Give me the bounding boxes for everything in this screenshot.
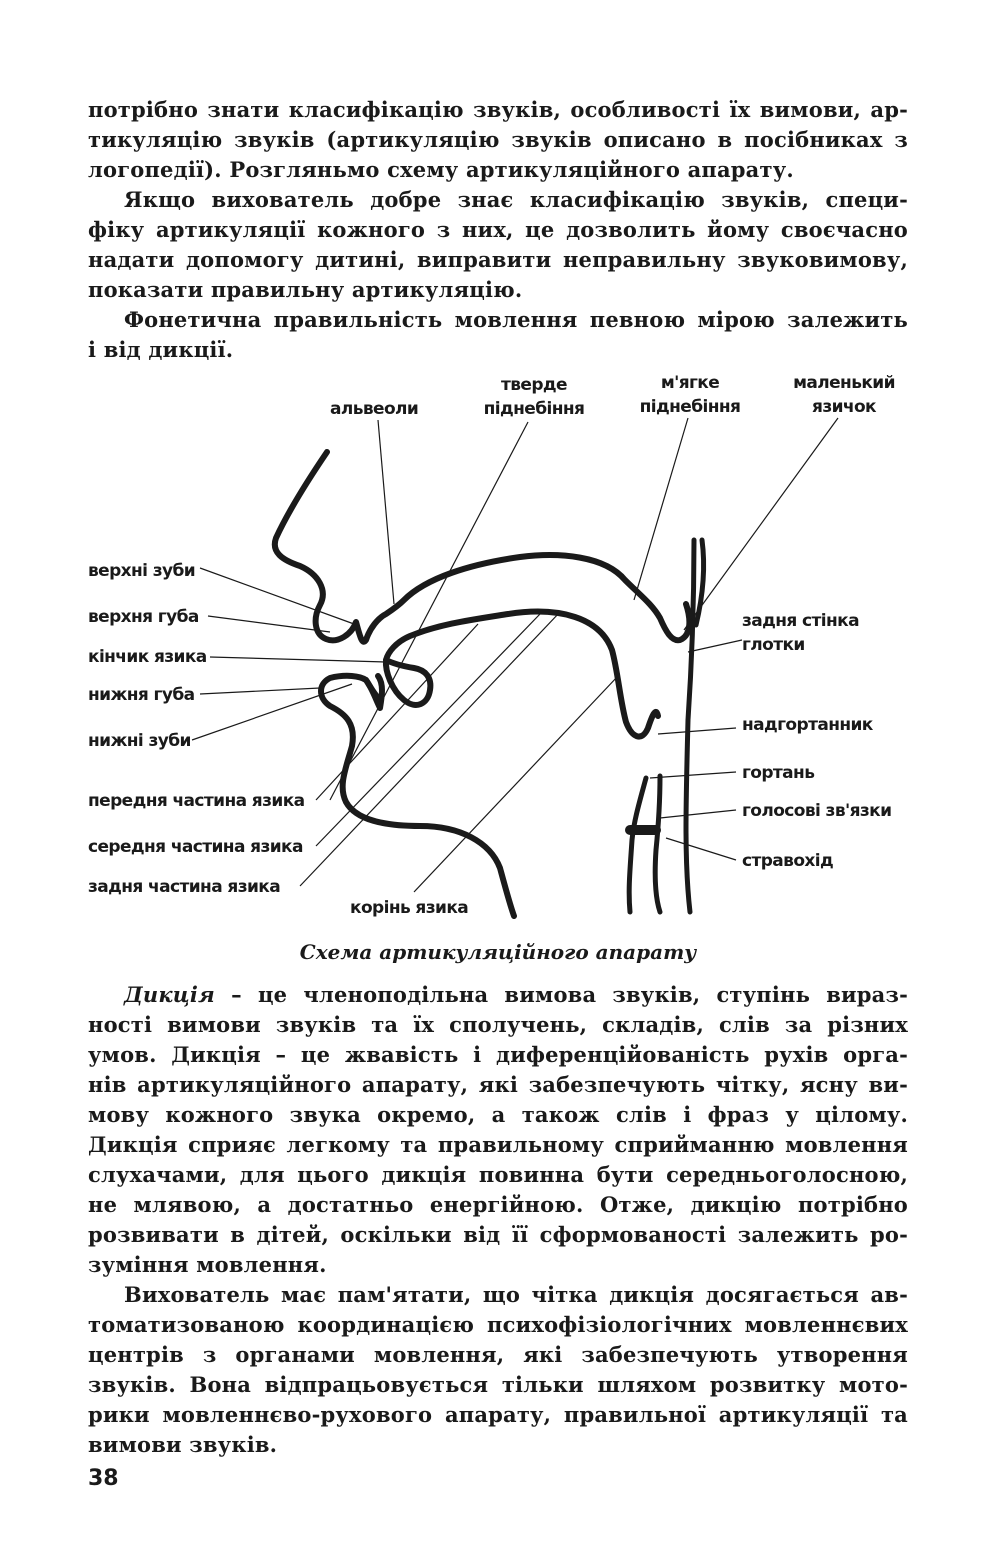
text-line: мову кожного звука окремо, а також слів і фраз у цілому. [88, 1102, 908, 1127]
text-line: Вихователь має пам'ятати, що чітка дикція досягається ав- [124, 1282, 908, 1307]
label-upper-lip: верхня губа [88, 607, 199, 627]
text-line: потрібно знати класифікацію звуків, особливості їх вимови, ар- [88, 97, 908, 122]
text-line: розвивати в дітей, оскільки від її сформованості залежить ро- [88, 1222, 908, 1247]
label-vocal-cords: голосові зв'язки [742, 801, 892, 821]
text-line: Фонетична правильність мовлення певною мірою залежить [124, 307, 908, 332]
lower-lip-chin [321, 676, 514, 916]
text-line: Якщо вихователь добре знає класифікацію звуків, специ- [124, 187, 908, 212]
text-line: логопедії). Розгляньмо схему артикуляційного апарату. [88, 157, 794, 182]
articulation-diagram [0, 360, 1000, 930]
text-line: не млявою, а достатньо енергійною. Отже, дикцію потрібно [88, 1192, 908, 1217]
text-line: надати допомогу дитині, виправити неправильну звуковимову, [88, 247, 908, 272]
label-epiglottis: надгортанник [742, 715, 873, 735]
text-line: Дикція сприяє легкому та правильному сприйманню мовлення [88, 1132, 908, 1157]
text-line [88, 980, 908, 1010]
text-line: ності вимови звуків та їх сполучень, складів, слів за різних [88, 1012, 908, 1037]
label-uvula-2: язичок [812, 397, 876, 417]
pharynx-back-wall [686, 540, 694, 912]
label-lower-lip: нижня губа [88, 685, 195, 705]
label-upper-teeth: верхні зуби [88, 561, 196, 581]
page-number: 38 [88, 1466, 119, 1491]
label-lower-teeth: нижні зуби [88, 731, 191, 751]
text-line: звуків. Вона відпрацьовується тільки шляхом розвитку мото- [88, 1372, 908, 1397]
text-line: умов. Дикція – це жвавість і диференційованість рухів орга- [88, 1042, 908, 1067]
label-front-tongue: передня частина язика [88, 791, 305, 811]
diagram-caption: Схема артикуляційного апарату [299, 940, 697, 964]
label-pharynx-wall-1: задня стінка [742, 611, 859, 631]
face-outline [275, 452, 690, 642]
text-line: центрів з органами мовлення, які забезпечують утворення [88, 1342, 908, 1367]
label-soft-palate-1: м'ягке [660, 373, 720, 393]
label-pharynx-wall-2: глотки [742, 635, 805, 655]
text-fragment: – це членоподільна вимова звуків, ступінь вираз- [214, 982, 908, 1007]
larynx-front [629, 778, 646, 912]
label-larynx: гортань [742, 763, 815, 783]
text-line: і від дикції. [88, 337, 234, 362]
text-line: показати правильну артикуляцію. [88, 277, 523, 302]
label-uvula-1: маленький [793, 373, 895, 393]
term-diction: Дикція [124, 982, 215, 1007]
label-tongue-root: корінь язика [350, 898, 469, 918]
label-hard-palate-1: тверде [501, 375, 567, 395]
text-line: фіку артикуляції кожного з них, це дозволить йому своєчасно [88, 217, 908, 242]
label-soft-palate-2: піднебіння [639, 397, 741, 417]
bottom-paragraphs [88, 980, 908, 1460]
text-line: томатизованою координацією психофізіологічних мовленнєвих [88, 1312, 908, 1337]
lower-teeth [366, 676, 382, 708]
text-line: нів артикуляційного апарату, які забезпечують чітку, ясну ви- [88, 1072, 908, 1097]
label-esophagus: стравохід [742, 851, 834, 871]
text-line: вимови звуків. [88, 1432, 278, 1457]
text-line: рики мовленнєво-рухового апарату, правильної артикуляції та [88, 1402, 908, 1427]
larynx-middle [655, 776, 660, 912]
top-paragraphs [88, 95, 908, 365]
label-tongue-tip: кінчик язика [88, 647, 207, 667]
text-line: зуміння мовлення. [88, 1252, 327, 1277]
label-middle-tongue: середня частина язика [88, 837, 303, 857]
label-hard-palate-2: піднебіння [483, 399, 585, 419]
text-line: слухачами, для цього дикція повинна бути середньоголосною, [88, 1162, 908, 1187]
text-line: тикуляцію звуків (артикуляцію звуків описано в посібниках з [88, 127, 908, 152]
label-alveoly: альвеоли [330, 399, 419, 419]
label-back-tongue: задня частина язика [88, 877, 281, 897]
